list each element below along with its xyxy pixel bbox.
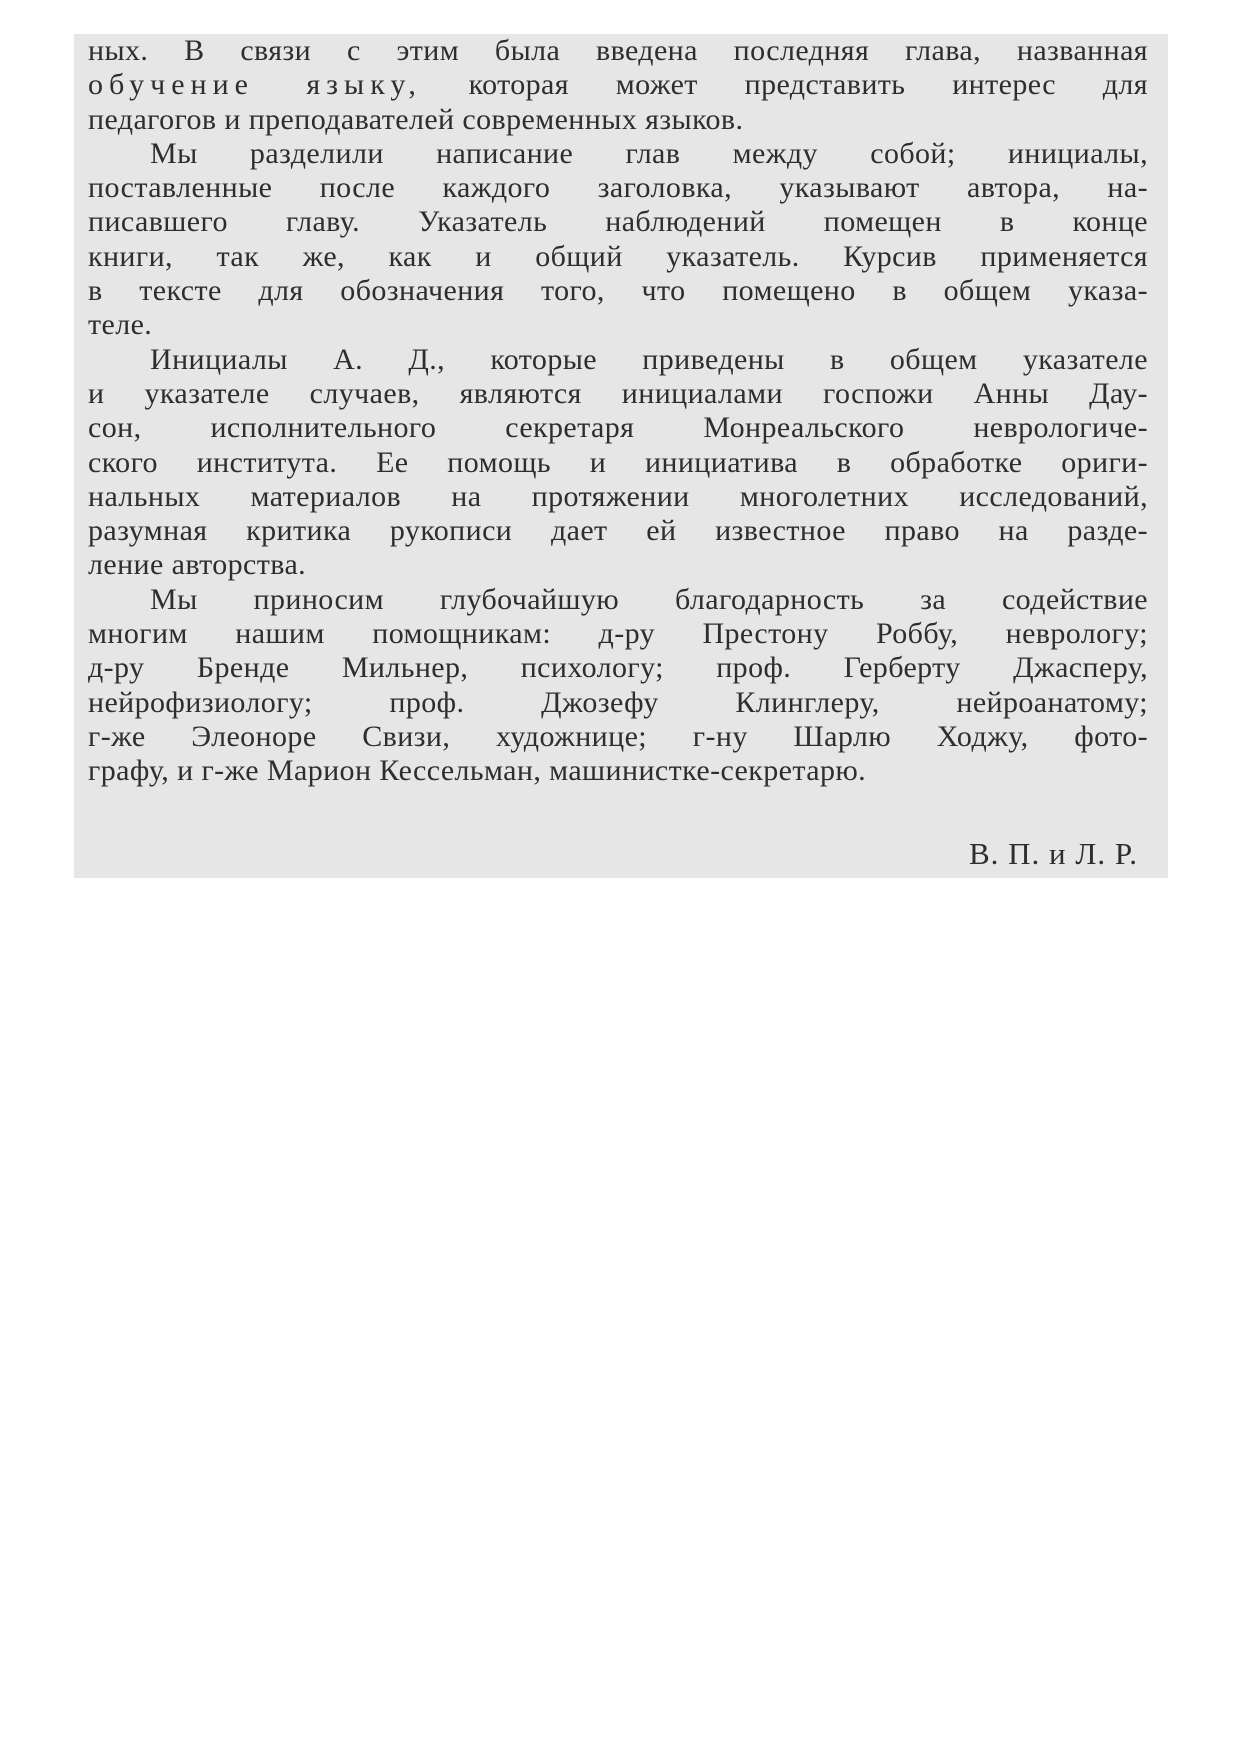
text-line: ского института. Ее помощь и инициатива в обработке ориги- [88, 445, 1148, 479]
spaced-emphasis: обучение языку, [88, 68, 422, 102]
text-line: теле. [88, 308, 153, 342]
text-line: писавшего главу. Указатель наблюдений помещен в конце [88, 205, 1148, 239]
text-line: ление авторства. [88, 548, 307, 582]
scanned-page [74, 34, 1168, 878]
text-line: графу, и г-же Марион Кессельман, машинистке-секретарю. [88, 754, 867, 788]
text-line: нейрофизиологу; проф. Джозефу Клинглеру, нейроанатому; [88, 685, 1148, 719]
text-line: многим нашим помощникам: д-ру Престону Роббу, неврологу; [88, 617, 1148, 651]
text-line: книги, так же, как и общий указатель. Курсив применяется [88, 239, 1148, 273]
text-line: поставленные после каждого заголовка, указывают автора, на- [88, 171, 1148, 205]
text-line: и указателе случаев, являются инициалами госпожи Анны Дау- [88, 376, 1148, 410]
text-line: педагогов и преподавателей современных языков. [88, 102, 744, 136]
paragraph-start-line: Мы приносим глубочайшую благодарность за содействие [150, 582, 1148, 616]
text-line: д-ру Бренде Мильнер, психологу; проф. Герберту Джасперу, [88, 651, 1148, 685]
text-line: ных. В связи с этим была введена последняя глава, названная [88, 34, 1148, 67]
text-line: г-же Элеоноре Свизи, художнице; г-ну Шарлю Ходжу, фото- [88, 719, 1148, 753]
text-line-rest: которая может представить интерес для [421, 68, 1149, 102]
paragraph-start-line: Мы разделили написание глав между собой; инициалы, [150, 136, 1148, 170]
author-signature: В. П. и Л. Р. [968, 836, 1138, 871]
text-line: в тексте для обозначения того, что помещено в общем указа- [88, 274, 1148, 308]
paragraph-start-line: Инициалы А. Д., которые приведены в общем указателе [150, 342, 1148, 376]
text-line: разумная критика рукописи дает ей известное право на разде- [88, 514, 1148, 548]
text-line: сон, исполнительного секретаря Монреальского неврологиче- [88, 411, 1148, 445]
body-text [88, 34, 1148, 789]
text-line: нальных материалов на протяжении многолетних исследований, [88, 479, 1148, 513]
text-line [88, 68, 1148, 102]
